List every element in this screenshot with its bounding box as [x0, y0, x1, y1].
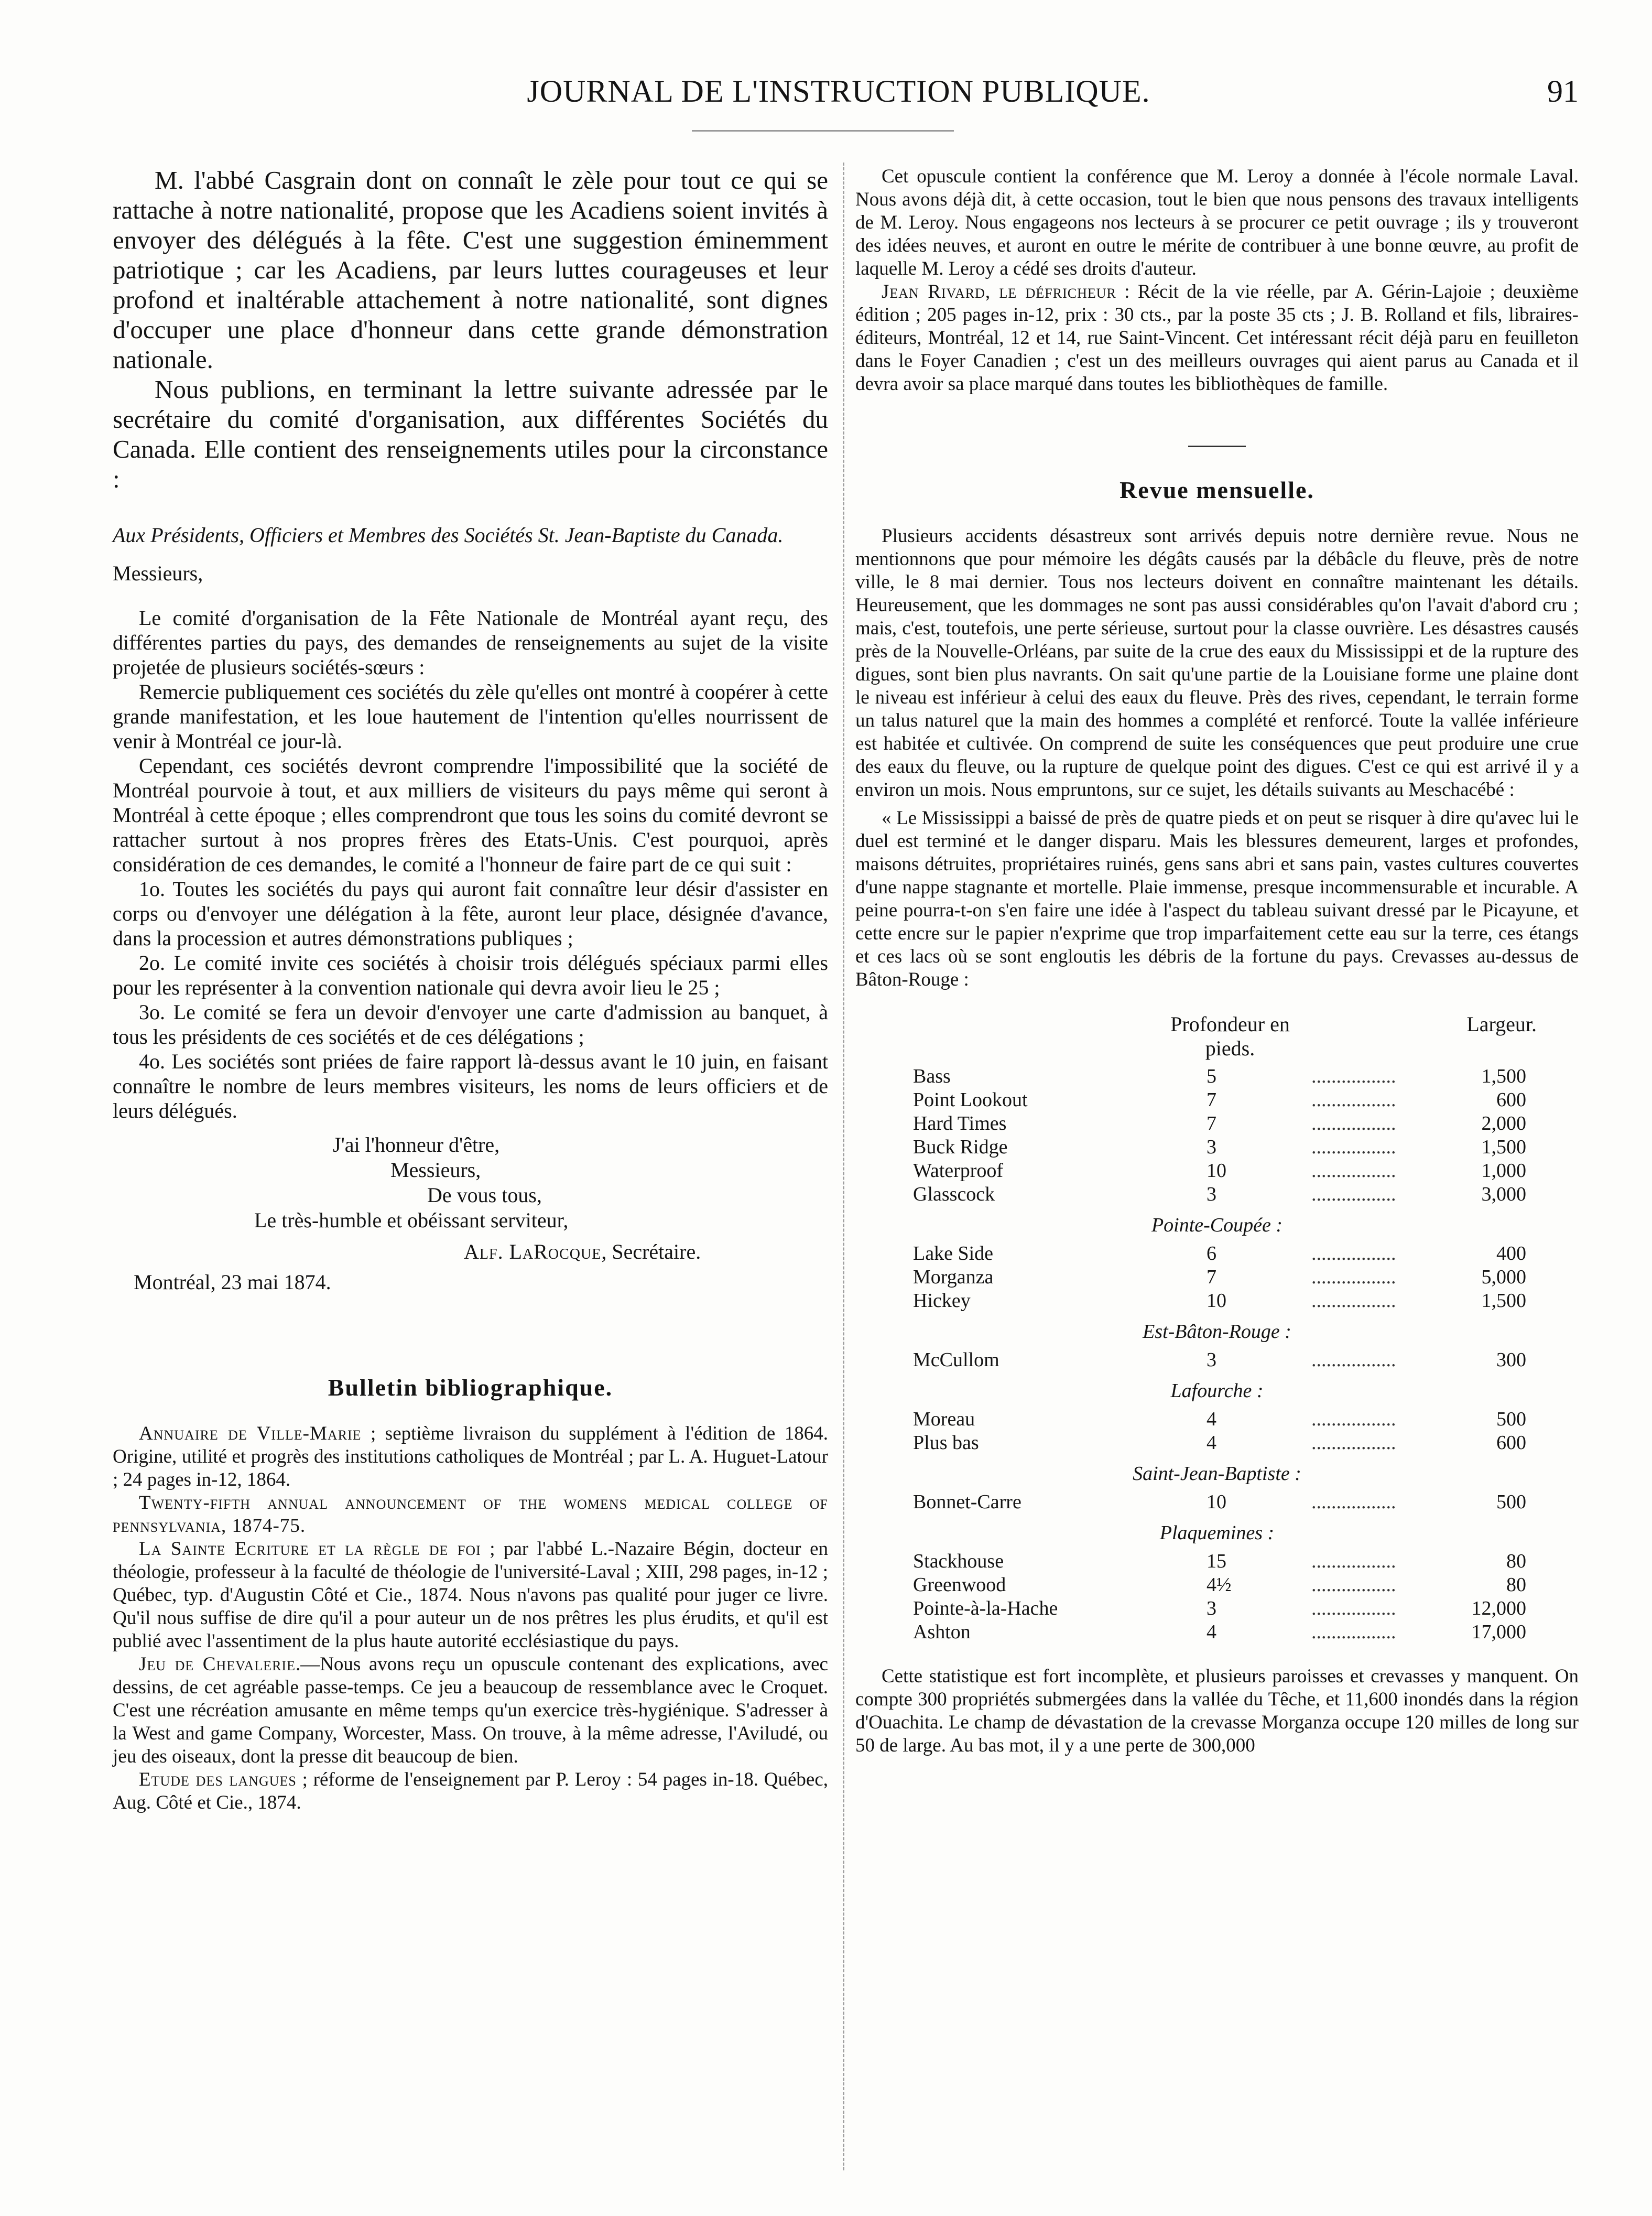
- letter-closing: [113, 1132, 828, 1295]
- entry-lead: Jeu de Chevalerie: [139, 1653, 296, 1675]
- letter-salutation: Messieurs,: [113, 561, 203, 585]
- dot-leader: .................: [1311, 1290, 1396, 1312]
- signature-role: , Secrétaire.: [601, 1240, 701, 1263]
- crevasse-name: Plus bas: [913, 1432, 979, 1454]
- crevasse-depth: 10: [1207, 1491, 1226, 1513]
- bulletin-entry: [113, 1538, 828, 1653]
- crevasse-width: 80: [1506, 1550, 1526, 1572]
- crevasse-name: Bonnet-Carre: [913, 1491, 1021, 1513]
- crevasse-depth: 3: [1207, 1349, 1216, 1371]
- table-row: [913, 1242, 1526, 1266]
- entry-lead: La Sainte Ecriture et la règle de foi: [139, 1538, 481, 1560]
- column-divider: [843, 163, 844, 2170]
- crevasse-width: 1,000: [1481, 1160, 1526, 1182]
- table-row: [913, 1348, 1526, 1372]
- crevasse-name: Lake Side: [913, 1242, 994, 1264]
- letter-paragraph: Le comité d'organisation de la Fête Nationale de Montréal ayant reçu, des différentes parties du pays, des demandes de renseignements au sujet de la visite projetée de plusieurs sociétés-sœurs :: [113, 606, 828, 679]
- dot-leader: .................: [1311, 1266, 1396, 1288]
- closing-line: Messieurs,: [390, 1158, 481, 1182]
- crevasse-name: Hard Times: [913, 1112, 1007, 1134]
- letter-paragraph: 2o. Le comité invite ces sociétés à choisir trois délégués spéciaux parmi elles pour les représenter à la convention nationale qui devra avoir lieu le 25 ;: [113, 951, 828, 999]
- crevasse-depth: 15: [1207, 1550, 1226, 1572]
- crevasse-width: 500: [1496, 1408, 1526, 1430]
- table-row: [913, 1620, 1526, 1644]
- revue-paragraph: Plusieurs accidents désastreux sont arrivés depuis notre dernière revue. Nous ne mentionnons que pour mémoire les dégâts causés par la débâcle du fleuve, près de notre ville, le 8 mai dernier. Tous nos lecteurs doivent en connaître maintenant les détails. Heureusement, que les dommages ne sont pas aussi considérables qu'on l'avait d'abord cru ; mais, c'est, toutefois, une perte sérieuse, surtout pour la classe ouvrière. Les désastres causés près de la Nouvelle-Orléans, par suite de la crue des eaux du Mississippi et de la rupture des digues, sont bien plus navrants. On sait qu'une partie de la Louisiane forme une plaine dont le niveau est inférieur à celui des eaux du fleuve. Près des rives, cependant, le terrain forme un talus naturel que la main des hommes a complété et renforcé. Toute la vallée inférieure est habitée et cultivée. On comprend de suite les conséquences que peut produire une crue des eaux du fleuve, ou la rupture de quelque point des digues. C'est ce qui est arrivé il y a environ un mois. Nous empruntons, sur ce sujet, les détails suivants au Meschacébé :: [855, 525, 1579, 801]
- closing-line: Le très-humble et obéissant serviteur,: [254, 1208, 569, 1232]
- crevasse-width: 300: [1496, 1349, 1526, 1371]
- dot-leader: .................: [1311, 1065, 1396, 1087]
- crevasse-width: 1,500: [1481, 1136, 1526, 1158]
- letter-paragraph: 1o. Toutes les sociétés du pays qui auront fait connaître leur désir d'assister en corps ou d'envoyer une délégation à la fête, auront leur place, désignée d'avance, dans la procession et autres démonstrations publiques ;: [113, 877, 828, 950]
- crevasse-width: 80: [1506, 1574, 1526, 1596]
- bulletin-entry: [113, 1491, 828, 1538]
- header-rule: [692, 130, 954, 132]
- crevasse-depth: 10: [1207, 1290, 1226, 1312]
- crevasse-table-header: [855, 1012, 1579, 1065]
- signature-name: Alf. LaRocque: [464, 1240, 602, 1263]
- rivard-paragraph: [855, 280, 1579, 396]
- leroy-paragraph: Cet opuscule contient la conférence que M. Leroy a donnée à l'école normale Laval. Nous avons déjà dit, à cette occasion, tout le bien que nous pensons des travaux intelligents de M. Leroy. Nous engageons nos lecteurs à se procurer ce petit ouvrage ; ils y trouveront des idées neuves, et auront en outre le mérite de contribuer à une bonne œuvre, au profit de laquelle M. Leroy a cédé ses droits d'auteur.: [855, 166, 1579, 279]
- dot-leader: .................: [1311, 1349, 1396, 1371]
- letter-paragraph: 3o. Le comité se fera un devoir d'envoyer une carte d'admission au banquet, à tous les présidents de ces sociétés et de ces délégations ;: [113, 1000, 828, 1048]
- bulletin-entries: [113, 1422, 828, 1814]
- crevasse-name: Buck Ridge: [913, 1136, 1008, 1158]
- entry-text: ; réforme de l'enseignement par P. Leroy : 54 pages in-18. Québec, Aug. Côté et Cie., 1874.: [113, 1769, 828, 1813]
- crevasse-width: 600: [1496, 1432, 1526, 1454]
- crevasse-depth: 4½: [1207, 1574, 1232, 1596]
- entry-text: .—Nous avons reçu un opuscule contenant des explications, avec dessins, de cet agréable passe-temps. Ce jeu a beaucoup de ressemblance avec le Croquet. C'est une récréation amusante en même temps qu'un exercice très-hygiénique. S'adresser à la West and game Company, Worcester, Mass. On trouve, à la même adresse, l'Aviludé, ou jeu des oiseaux, dont la presse dit beaucoup de bien.: [113, 1653, 828, 1767]
- dot-leader: .................: [1311, 1491, 1396, 1513]
- entry-text: ; par l'abbé L.-Nazaire Bégin, docteur en théologie, professeur à la faculté de théologie de l'université-Laval ; XIII, 298 pages, in-12 ; Québec, typ. d'Augustin Côté et Cie., 1874. Nous n'avons pas qualité pour juger ce livre. Qu'il nous suffise de dire qu'il a pour auteur un de nos prêtres les plus érudits, et qu'il est publié avec l'assentiment de la plus haute autorité ecclésiastique du pays.: [113, 1538, 828, 1652]
- left-column: [113, 165, 828, 1814]
- crevasse-name: Ashton: [913, 1621, 971, 1643]
- crevasse-name: McCullom: [913, 1349, 999, 1371]
- crevasse-name: Morganza: [913, 1266, 994, 1288]
- page-number: 91: [1547, 74, 1579, 109]
- crevasse-name: Stackhouse: [913, 1550, 1004, 1572]
- table-row: [913, 1136, 1526, 1159]
- table-row: [913, 1597, 1526, 1620]
- letter-paragraph: Remercie publiquement ces sociétés du zèle qu'elles ont montré à coopérer à cette grande manifestation, et les loue hautement de l'intention qu'elles nourrissent de venir à Montréal ce jour-là.: [113, 680, 828, 753]
- table-row: [913, 1088, 1526, 1112]
- section-rule: [1188, 446, 1246, 447]
- crevasse-group-title: Saint-Jean-Baptiste :: [1133, 1463, 1301, 1485]
- table-row: [913, 1490, 1526, 1514]
- crevasse-width: 12,000: [1471, 1597, 1526, 1619]
- table-row: [913, 1183, 1526, 1206]
- revue-paragraph: Cette statistique est fort incomplète, et plusieurs paroisses et crevasses y manquent. On compte 300 propriétés submergées dans la vallée du Têche, et 11,600 inondés dans la région d'Ouachita. Le champ de dévastation de la crevasse Morganza occupe 120 milles de long sur 50 de large. Au bas mot, il y a une perte de 300,000: [855, 1666, 1579, 1756]
- entry-lead: Jean Rivard, le défricheur: [882, 281, 1116, 302]
- crevasse-width: 1,500: [1481, 1065, 1526, 1087]
- crevasse-depth: 10: [1207, 1160, 1226, 1182]
- bulletin-entry: [113, 1422, 828, 1491]
- crevasse-name: Greenwood: [913, 1574, 1006, 1596]
- running-head: JOURNAL DE L'INSTRUCTION PUBLIQUE.: [527, 74, 1150, 109]
- crevasse-depth: 3: [1207, 1136, 1216, 1158]
- letter-body: [113, 606, 828, 1123]
- crevasse-depth: 7: [1207, 1112, 1216, 1134]
- dot-leader: .................: [1311, 1432, 1396, 1454]
- crevasse-name: Waterproof: [913, 1160, 1004, 1182]
- dot-leader: .................: [1311, 1112, 1396, 1134]
- crevasse-name: Pointe-à-la-Hache: [913, 1597, 1058, 1619]
- crevasse-group-title: Pointe-Coupée :: [1151, 1214, 1283, 1236]
- intro-paragraph: Nous publions, en terminant la lettre suivante adressée par le secrétaire du comité d'organisation, aux différentes Sociétés du Canada. Elle contient des renseignements utiles pour la circonstance :: [113, 375, 828, 493]
- crevasse-group-table: [913, 1242, 1526, 1313]
- crevasse-depth: 4: [1207, 1408, 1216, 1430]
- entry-text: : Récit de la vie réelle, par A. Gérin-Lajoie ; deuxième édition ; 205 pages in-12, prix : 30 cts., par la poste 35 cts ; J. B. Rolland et fils, libraires-éditeurs, Montréal, 12 et 14, rue Saint-Vincent. Cet intéressant récit déjà paru en feuilleton dans le Foyer Canadien ; c'est un des meilleurs ouvrages qui aient parus au Canada et il devra avoir sa place marqué dans toutes les bibliothèques de famille.: [855, 281, 1579, 395]
- crevasse-depth: 3: [1207, 1597, 1216, 1619]
- table-row: [913, 1408, 1526, 1431]
- right-column: [855, 165, 1579, 1757]
- dot-leader: .................: [1311, 1160, 1396, 1182]
- crevasse-depth: 3: [1207, 1183, 1216, 1205]
- letter-paragraph: 4o. Les sociétés sont priées de faire rapport là-dessus avant le 10 juin, en faisant connaître le nombre de leurs membres visiteurs, les noms de leurs officiers et de leurs délégués.: [113, 1050, 828, 1122]
- entry-lead: Annuaire de Ville-Marie: [139, 1423, 362, 1444]
- crevasse-width: 3,000: [1481, 1183, 1526, 1205]
- crevasse-group-title: Plaquemines :: [1159, 1522, 1275, 1544]
- crevasse-width: 600: [1496, 1089, 1526, 1111]
- letter-address: Aux Présidents, Officiers et Membres des Sociétés St. Jean-Baptiste du Canada.: [113, 523, 784, 547]
- crevasse-width: 500: [1496, 1491, 1526, 1513]
- crevasse-width: 17,000: [1471, 1621, 1526, 1643]
- dot-leader: .................: [1311, 1136, 1396, 1158]
- crevasse-name: Hickey: [913, 1290, 971, 1312]
- crevasse-depth: 7: [1207, 1266, 1216, 1288]
- table-row: [913, 1065, 1526, 1088]
- closing-line: J'ai l'honneur d'être,: [333, 1133, 500, 1156]
- bulletin-title: Bulletin bibliographique.: [328, 1374, 613, 1401]
- crevasse-width: 2,000: [1481, 1112, 1526, 1134]
- dot-leader: .................: [1311, 1621, 1396, 1643]
- crevasse-depth: 5: [1207, 1065, 1216, 1087]
- width-header: Largeur.: [1466, 1012, 1537, 1036]
- crevasse-width: 400: [1496, 1242, 1526, 1264]
- table-row: [913, 1159, 1526, 1183]
- crevasse-depth: 4: [1207, 1621, 1216, 1643]
- crevasse-group-title: Est-Bâton-Rouge :: [1143, 1321, 1291, 1343]
- bulletin-entry: [113, 1653, 828, 1768]
- letter-paragraph: Cependant, ces sociétés devront comprendre l'impossibilité que la société de Montréal pourvoie à tout, et aux milliers de visiteurs du pays même qui seront à Montréal à cette époque ; elles comprendront que tous les soins du comité devront se rattacher surtout à nos propres frères des Etats-Unis. C'est pourquoi, après considération de ces demandes, le comité a l'honneur de faire part de ce qui suit :: [113, 754, 828, 876]
- signature: [113, 1239, 828, 1264]
- depth-header: Profondeur en pieds.: [1170, 1012, 1290, 1060]
- revue-title: Revue mensuelle.: [1120, 477, 1314, 503]
- entry-text: ; septième livraison du supplément à l'édition de 1864. Origine, utilité et progrès des institutions catholiques de Montréal ; par L. A. Huguet-Latour ; 24 pages in-12, 1864.: [113, 1423, 828, 1490]
- crevasse-name: Moreau: [913, 1408, 975, 1430]
- dot-leader: .................: [1311, 1242, 1396, 1264]
- crevasse-group-table: [913, 1065, 1526, 1206]
- table-row: [913, 1112, 1526, 1136]
- crevasse-width: 5,000: [1481, 1266, 1526, 1288]
- revue-quote: « Le Mississippi a baissé de près de quatre pieds et on peut se risquer à dire qu'avec lui le duel est terminé et le danger disparu. Mais les blessures demeurent, larges et profondes, maisons détruites, propriétaires ruinés, gens sans abri et sans pain, vastes cultures couvertes d'une nappe stagnante et mortelle. Plaie immense, presque incommensurable et incurable. A peine pourra-t-on s'en faire une idée à l'aspect du tableau suivant dressé par le Picayune, et cette encre sur le papier n'exprime que trop imparfaitement cette eau sur la terre, ces étangs et ces lacs où se sont engloutis les débris de la fortune du pays. Crevasses au-dessus de Bâton-Rouge :: [855, 807, 1579, 990]
- letter-place-date: Montréal, 23 mai 1874.: [134, 1270, 331, 1294]
- crevasse-name: Point Lookout: [913, 1089, 1028, 1111]
- entry-lead: Twenty-fifth annual announcement of the womens medical college of pennsylvania, 1874-75.: [113, 1492, 828, 1537]
- crevasse-depth: 4: [1207, 1432, 1216, 1454]
- table-row: [913, 1573, 1526, 1597]
- crevasse-name: Bass: [913, 1065, 951, 1087]
- entry-lead: Etude des langues: [139, 1769, 297, 1790]
- crevasse-width: 1,500: [1481, 1290, 1526, 1312]
- crevasse-depth: 7: [1207, 1089, 1216, 1111]
- table-row: [913, 1289, 1526, 1313]
- dot-leader: .................: [1311, 1183, 1396, 1205]
- crevasse-group-title: Lafourche :: [1170, 1380, 1264, 1402]
- dot-leader: .................: [1311, 1597, 1396, 1619]
- closing-line: De vous tous,: [427, 1183, 542, 1207]
- crevasse-group-table: [913, 1490, 1526, 1514]
- crevasse-group-table: [913, 1348, 1526, 1372]
- dot-leader: .................: [1311, 1574, 1396, 1596]
- dot-leader: .................: [1311, 1089, 1396, 1111]
- crevasse-group-table: [913, 1550, 1526, 1644]
- bulletin-entry: [113, 1768, 828, 1814]
- intro-paragraph: M. l'abbé Casgrain dont on connaît le zèle pour tout ce qui se rattache à notre nationalité, propose que les Acadiens soient invités à envoyer des délégués à la fête. C'est une suggestion éminemment patriotique ; car les Acadiens, par leurs luttes courageuses et leur profond et inaltérable attachement à notre nationalité, sont dignes d'occuper une place d'honneur dans cette grande démonstration nationale.: [113, 166, 828, 374]
- dot-leader: .................: [1311, 1408, 1396, 1430]
- crevasse-table: [855, 1065, 1579, 1644]
- crevasse-group-table: [913, 1408, 1526, 1455]
- table-row: [913, 1550, 1526, 1573]
- crevasse-depth: 6: [1207, 1242, 1216, 1264]
- table-row: [913, 1431, 1526, 1455]
- crevasse-name: Glasscock: [913, 1183, 995, 1205]
- dot-leader: .................: [1311, 1550, 1396, 1572]
- table-row: [913, 1266, 1526, 1289]
